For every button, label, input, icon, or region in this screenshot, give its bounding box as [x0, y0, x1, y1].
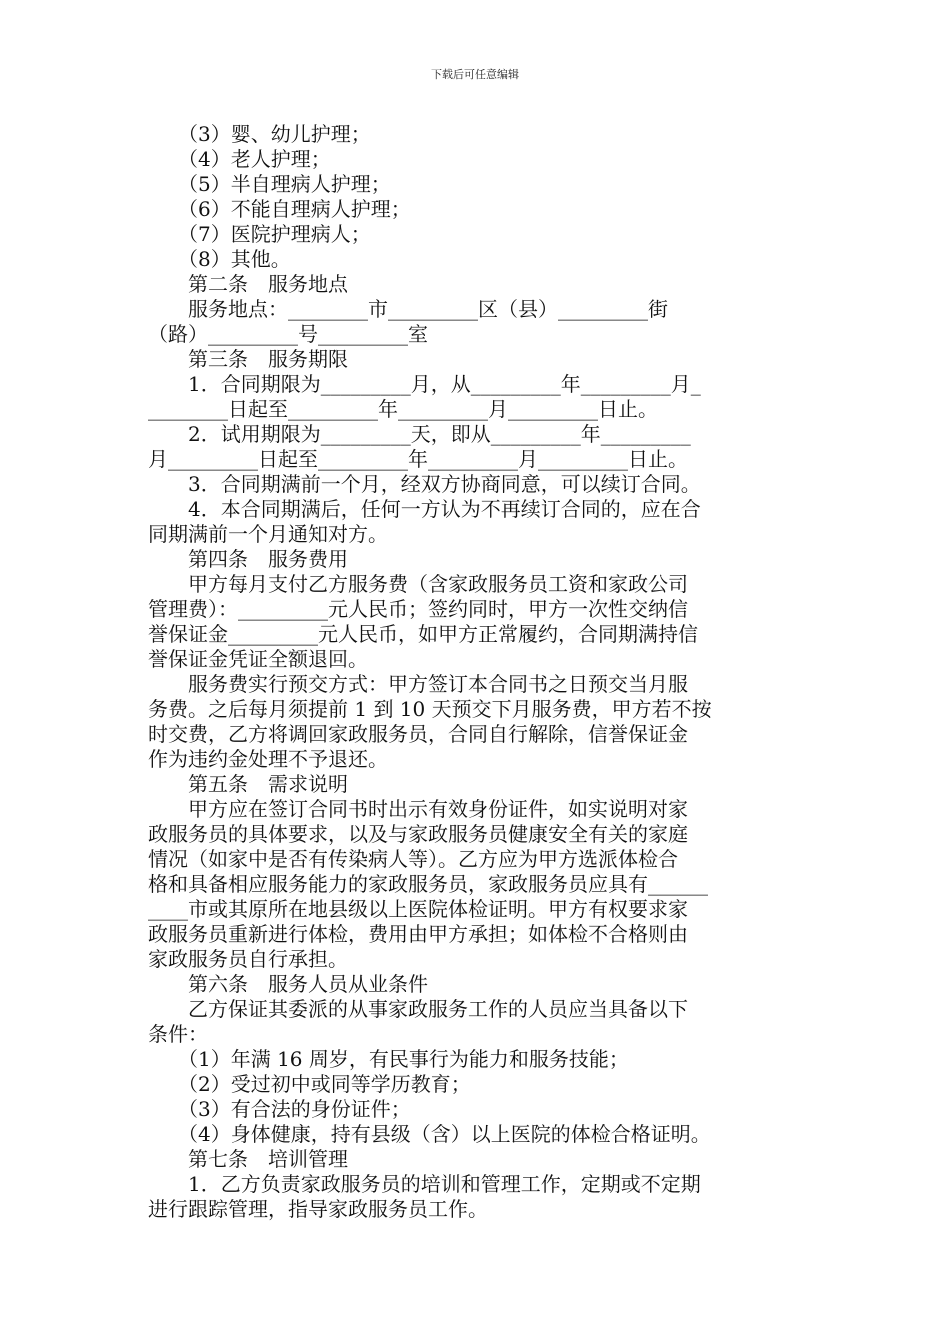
article-heading: 第三条 服务期限 — [148, 347, 348, 371]
text-line: 3．合同期满前一个月，经双方协商同意，可以续订合同。 — [148, 472, 701, 496]
text-line: 4．本合同期满后，任何一方认为不再续订合同的，应在合 — [148, 497, 701, 521]
text-line: 誉保证金凭证全额退回。 — [148, 647, 368, 671]
text-line: 格和具备相应服务能力的家政服务员，家政服务员应具有______ — [148, 872, 708, 896]
text-line: 政服务员重新进行体检，费用由甲方承担；如体检不合格则由 — [148, 922, 688, 946]
text-line: （1）年满 16 周岁，有民事行为能力和服务技能； — [148, 1047, 629, 1071]
article-heading: 第五条 需求说明 — [148, 772, 348, 796]
text-line: （5）半自理病人护理； — [148, 172, 391, 196]
text-line: 家政服务员自行承担。 — [148, 947, 348, 971]
text-line: （7）医院护理病人； — [148, 222, 371, 246]
text-line: ________日起至_________年_________月_________日止。 — [148, 397, 658, 421]
text-line: 务费。之后每月须提前 1 到 10 天预交下月服务费，甲方若不按 — [148, 697, 712, 721]
article-heading: 第二条 服务地点 — [148, 272, 348, 296]
article-heading: 第七条 培训管理 — [148, 1147, 348, 1171]
text-line: 月_________日起至_________年_________月_________日止。 — [148, 447, 688, 471]
text-line: （2）受过初中或同等学历教育； — [148, 1072, 471, 1096]
text-line: 服务费实行预交方式：甲方签订本合同书之日预交当月服 — [148, 672, 688, 696]
text-line: 1．乙方负责家政服务员的培训和管理工作，定期或不定期 — [148, 1172, 701, 1196]
text-line: 时交费，乙方将调回家政服务员，合同自行解除，信誉保证金 — [148, 722, 688, 746]
contract-body — [148, 122, 808, 1222]
text-line: （路）_________号_________室 — [148, 322, 428, 346]
text-line: 进行跟踪管理，指导家政服务员工作。 — [148, 1197, 488, 1221]
text-line: 情况（如家中是否有传染病人等）。乙方应为甲方选派体检合 — [148, 847, 678, 871]
text-line: 甲方应在签订合同书时出示有效身份证件，如实说明对家 — [148, 797, 688, 821]
article-heading: 第四条 服务费用 — [148, 547, 348, 571]
text-line: （6）不能自理病人护理； — [148, 197, 411, 221]
text-line: 1．合同期限为_________月，从_________年_________月_ — [148, 372, 701, 396]
text-line: 誉保证金_________元人民币，如甲方正常履约，合同期满持信 — [148, 622, 698, 646]
text-line: ____市或其原所在地县级以上医院体检证明。甲方有权要求家 — [148, 897, 688, 921]
text-line: （4）身体健康，持有县级（含）以上医院的体检合格证明。 — [148, 1122, 711, 1146]
text-line: 服务地点：________市_________区（县）_________街 — [148, 297, 668, 321]
text-line: （3）有合法的身份证件； — [148, 1097, 411, 1121]
text-line: （4）老人护理； — [148, 147, 331, 171]
text-line: （3）婴、幼儿护理； — [148, 122, 371, 146]
text-line: 同期满前一个月通知对方。 — [148, 522, 388, 546]
text-line: 甲方每月支付乙方服务费（含家政服务员工资和家政公司 — [148, 572, 688, 596]
article-heading: 第六条 服务人员从业条件 — [148, 972, 428, 996]
text-line: 管理费）：_________元人民币；签约同时，甲方一次性交纳信 — [148, 597, 688, 621]
text-line: 条件： — [148, 1022, 208, 1046]
text-line: 乙方保证其委派的从事家政服务工作的人员应当具备以下 — [148, 997, 688, 1021]
text-line: （8）其他。 — [148, 247, 291, 271]
text-line: 政服务员的具体要求，以及与家政服务员健康安全有关的家庭 — [148, 822, 688, 846]
page-header: 下载后可任意编辑 — [431, 68, 519, 81]
text-line: 2．试用期限为_________天，即从_________年_________ — [148, 422, 691, 446]
text-line: 作为违约金处理不予退还。 — [148, 747, 388, 771]
